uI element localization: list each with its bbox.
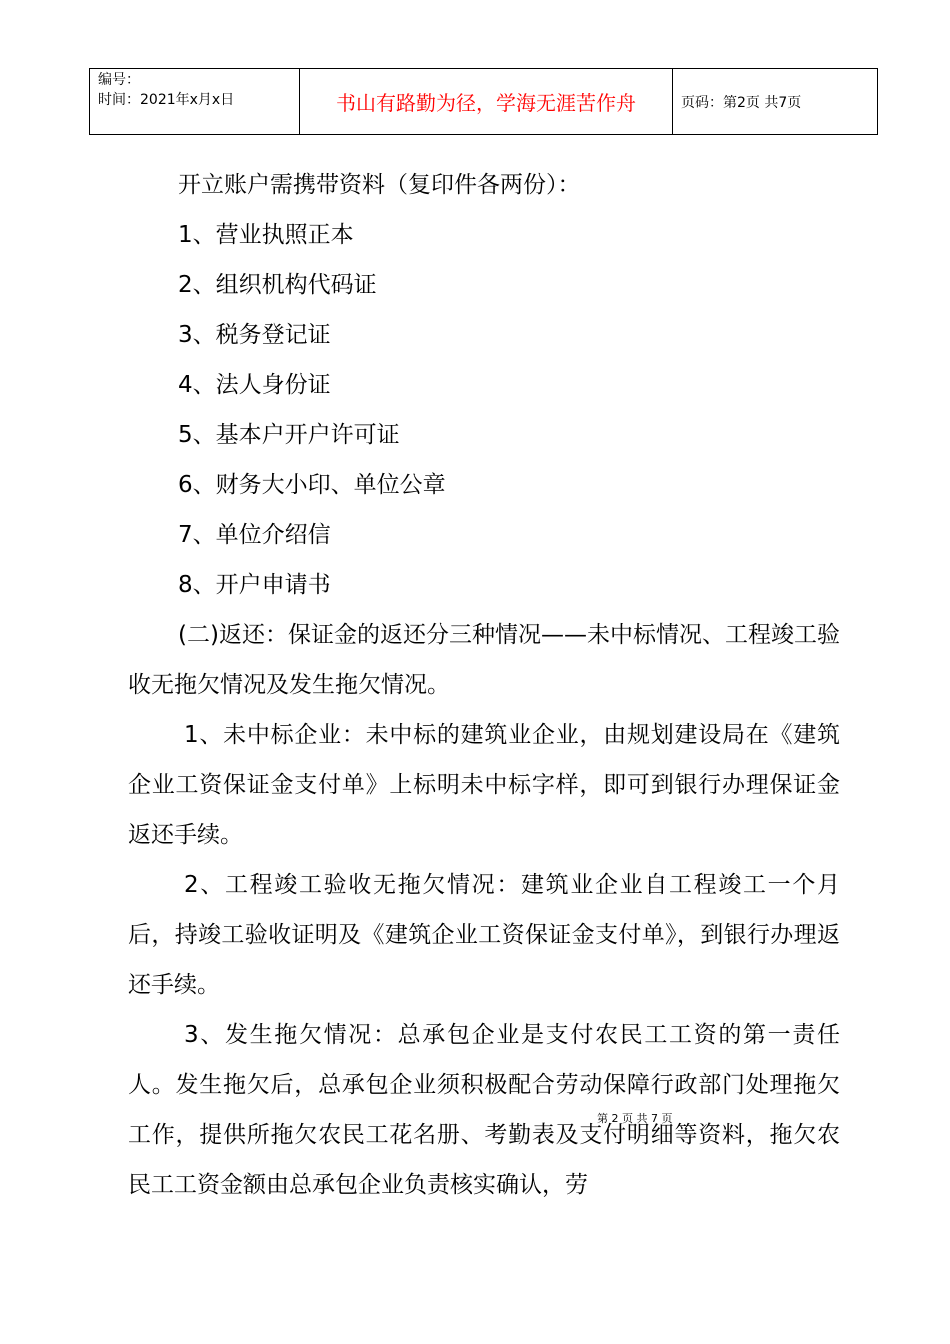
case-paragraph: 1、未中标企业：未中标的建筑业企业，由规划建设局在《建筑企业工资保证金支付单》上标明未中标字样，即可到银行办理保证金返还手续。 — [128, 722, 840, 848]
document-time: 时间：2021年x月x日 — [98, 92, 235, 108]
header-motto: 书山有路勤为径，学海无涯苦作舟 — [300, 69, 673, 135]
page-footer: 第 2 页 共 7 页 — [597, 1112, 673, 1125]
intro-text: 开立账户需携带资料（复印件各两份）： — [178, 172, 581, 198]
header-page-info: 页码：第2页 共7页 — [673, 69, 878, 135]
list-item: 7、单位介绍信 — [178, 522, 331, 548]
list-item: 8、开户申请书 — [178, 572, 331, 598]
document-header — [89, 68, 878, 135]
list-item: 4、法人身份证 — [178, 372, 331, 398]
header-meta — [90, 69, 300, 135]
document-body — [128, 160, 840, 1210]
list-item: 5、基本户开户许可证 — [178, 422, 400, 448]
case-paragraph: 2、工程竣工验收无拖欠情况：建筑业企业自工程竣工一个月后，持竣工验收证明及《建筑企业工资保证金支付单》，到银行办理返还手续。 — [128, 872, 840, 998]
list-item: 2、组织机构代码证 — [178, 272, 377, 298]
document-number: 编号： — [98, 72, 140, 88]
list-item: 6、财务大小印、单位公章 — [178, 472, 446, 498]
return-paragraph: (二)返还：保证金的返还分三种情况——未中标情况、工程竣工验收无拖欠情况及发生拖欠情况。 — [128, 622, 840, 698]
list-item: 3、税务登记证 — [178, 322, 331, 348]
list-item: 1、营业执照正本 — [178, 222, 354, 248]
case-paragraph: 3、发生拖欠情况：总承包企业是支付农民工工资的第一责任人。发生拖欠后，总承包企业须积极配合劳动保障行政部门处理拖欠工作，提供所拖欠农民工花名册、考勤表及支付明细等资料，拖欠农民工工资金额由总承包企业负责核实确认，劳 — [128, 1022, 840, 1198]
